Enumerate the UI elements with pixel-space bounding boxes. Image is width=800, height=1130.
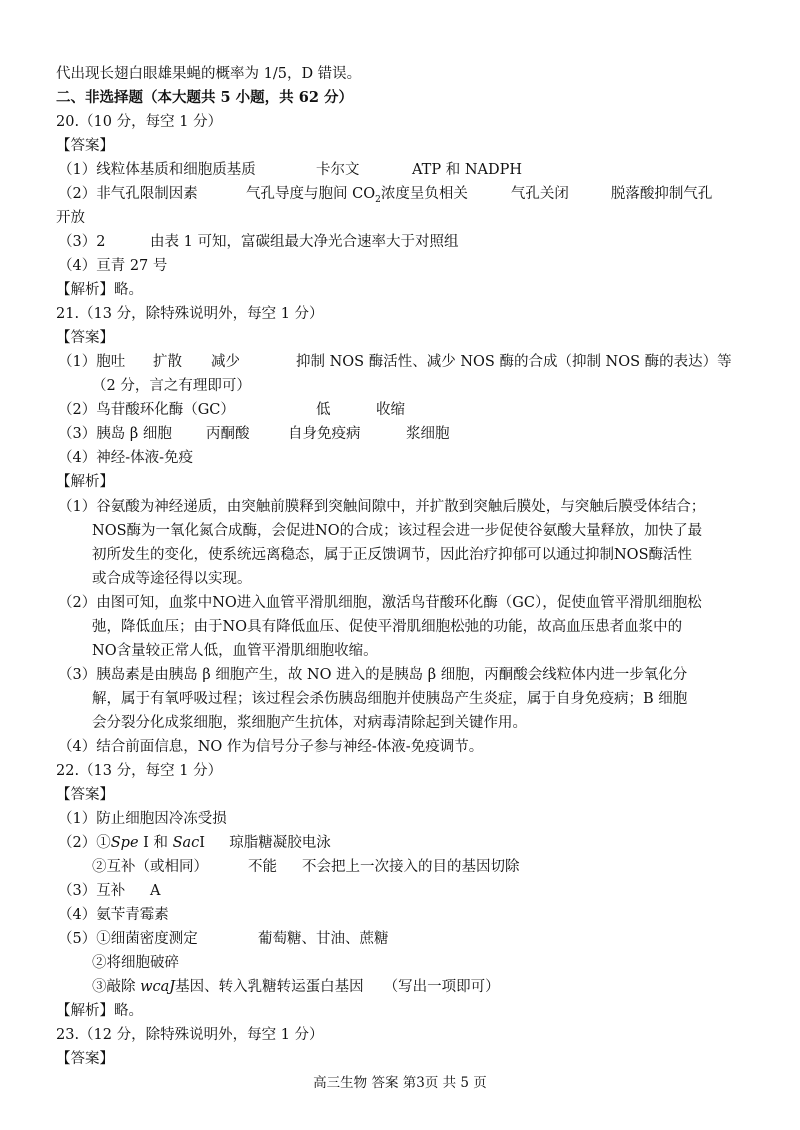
q20-answer-2-cont: 开放 (56, 210, 85, 226)
q21-analysis-3-line-2: 解，属于有氧呼吸过程；该过程会杀伤胰岛细胞并使胰岛产生炎症，属于自身免疫病；B 细胞 (92, 691, 688, 707)
q21-answer-3 (58, 424, 450, 444)
q22-a5-3-note: （写出一项即可） (383, 979, 500, 995)
q21-answer-tag: 【答案】 (56, 330, 114, 346)
q21-analysis-1-line-2: NOS酶为一氧化氮合成酶，会促进NO的合成；该过程会进一步促使谷氨酸大量释放，加快了最 (92, 523, 703, 539)
q20-a1-blank-2: 卡尔文 (316, 162, 360, 178)
q22-a5-3-gene: wcaJ (140, 979, 176, 995)
q21-answer-1-cont: （2 分，言之有理即可） (92, 378, 251, 394)
q22-answer-1: （1）防止细胞因冷冻受损 (58, 811, 227, 827)
q21-answer-4: （4）神经-体液-免疫 (58, 450, 194, 466)
q20-header: 20.（10 分，每空 1 分） (56, 114, 223, 130)
q22-answer-4: （4）氨苄青霉素 (58, 907, 169, 923)
q21-header: 21.（13 分，除特殊说明外，每空 1 分） (56, 306, 324, 322)
q21-analysis-2-line-3: NO含量较正常人低，血管平滑肌细胞收缩。 (92, 643, 378, 659)
q22-a2-2-blank-3: 不会把上一次接入的目的基因切除 (302, 859, 520, 875)
q21-a2-blank-3: 收缩 (376, 402, 405, 418)
q22-a2-electrophoresis: 琼脂糖凝胶电泳 (229, 835, 331, 851)
q22-a2-and: Ⅰ 和 (138, 835, 173, 851)
q22-a2-2-blank-2: 不能 (248, 859, 277, 875)
q22-header: 22.（13 分，每空 1 分） (56, 763, 223, 779)
q22-a2-roman: Ⅰ (199, 835, 206, 851)
q20-a2-blank-2: 气孔导度与胞间 CO (246, 186, 376, 202)
q21-a2-blank-1: （2）鸟苷酸环化酶（GC） (58, 402, 235, 418)
intro-line: 代出现长翅白眼雄果蝇的概率为 1/5，D 错误。 (56, 66, 362, 82)
q20-analysis: 【解析】略。 (56, 282, 143, 298)
q21-analysis-3-line-3: 会分裂分化成浆细胞，浆细胞产生抗体，对病毒清除起到关键作用。 (92, 715, 527, 731)
q20-answer-tag: 【答案】 (56, 138, 114, 154)
q21-analysis-2-line-1: （2）由图可知，血浆中NO进入血管平滑肌细胞，激活鸟苷酸环化酶（GC），促使血管平滑肌细胞松 (58, 595, 702, 611)
q20-answer-1 (58, 160, 522, 180)
q22-a2-enzyme-spe: Spe (110, 835, 139, 851)
q21-a1-blank-2: 扩散 (153, 354, 182, 370)
q22-a5-3-prefix: ③敲除 (92, 979, 141, 995)
q21-a1-blank-4: 抑制 NOS 酶活性、减少 NOS 酶的合成（抑制 NOS 酶的表达）等 (296, 354, 732, 370)
q21-answer-2 (58, 400, 405, 420)
q20-a1-blank-3: ATP 和 NADPH (412, 162, 523, 178)
q21-a3-blank-4: 浆细胞 (406, 426, 450, 442)
q20-a2-blank-1: （2）非气孔限制因素 (58, 186, 198, 202)
q22-a5-3-text: 基因、转入乳糖转运蛋白基因 (175, 979, 364, 995)
q23-answer-tag: 【答案】 (56, 1051, 114, 1067)
q22-answer-5-3 (92, 977, 500, 997)
q20-a1-blank-1: （1）线粒体基质和细胞质基质 (58, 162, 256, 178)
q20-a3-blank-2: 由表 1 可知，富碳组最大净光合速率大于对照组 (150, 234, 459, 250)
q22-answer-5-2: ②将细胞破碎 (92, 955, 179, 971)
q22-a2-prefix: （2）① (58, 835, 111, 851)
page-footer: 高三生物 答案 第3页 共 5 页 (313, 1075, 487, 1091)
q22-answer-3 (58, 881, 160, 901)
q22-a5-blank-1: （5）①细菌密度测定 (58, 931, 198, 947)
q21-analysis-3-line-1: （3）胰岛素是由胰岛 β 细胞产生，故 NO 进入的是胰岛 β 细胞，丙酮酸会线粒体内进一步氧化分 (58, 667, 688, 683)
q22-answer-5-1 (58, 929, 389, 949)
q22-a3-blank-2: A (150, 883, 161, 899)
q21-analysis-1-line-3: 初所发生的变化，使系统远离稳态，属于正反馈调节，因此治疗抑郁可以通过抑制NOS酶活性 (92, 547, 693, 563)
q20-answer-3 (58, 232, 458, 252)
q20-a2-subscript: 2 (375, 194, 381, 205)
q22-answer-tag: 【答案】 (56, 787, 114, 803)
section-heading: 二、非选择题（本大题共 5 小题，共 62 分） (56, 89, 353, 106)
q20-answer-4: （4）亘青 27 号 (58, 258, 168, 274)
q21-a3-blank-2: 丙酮酸 (206, 426, 250, 442)
q21-a3-blank-3: 自身免疫病 (288, 426, 361, 442)
q22-answer-2-1 (58, 833, 331, 853)
q21-answer-1 (58, 352, 732, 372)
q21-a2-blank-2: 低 (316, 402, 331, 418)
q20-a2-blank-3: 气孔关闭 (510, 186, 569, 202)
q21-a1-blank-3: 减少 (211, 354, 240, 370)
q22-analysis: 【解析】略。 (56, 1003, 143, 1019)
q22-a3-blank-1: （3）互补 (58, 883, 126, 899)
q22-answer-2-2 (92, 857, 520, 877)
q20-a2-blank-2b: 浓度呈负相关 (380, 186, 468, 202)
q21-a3-blank-1: （3）胰岛 β 细胞 (58, 426, 172, 442)
q20-a3-blank-1: （3）2 (58, 234, 106, 250)
q21-analysis-tag: 【解析】 (56, 474, 114, 490)
q23-header: 23.（12 分，除特殊说明外，每空 1 分） (56, 1027, 324, 1043)
q21-analysis-1-line-1: （1）谷氨酸为神经递质，由突触前膜释到突触间隙中，并扩散到突触后膜处，与突触后膜受体结合； (58, 499, 706, 515)
q20-a2-blank-4: 脱落酸抑制气孔 (610, 186, 713, 202)
q20-answer-2 (58, 184, 712, 210)
q22-a2-2-blank-1: ②互补（或相同） (92, 859, 208, 875)
q22-a5-blank-2: 葡萄糖、甘油、蔗糖 (258, 931, 389, 947)
q21-analysis-1-line-4: 或合成等途径得以实现。 (92, 571, 252, 587)
q21-a1-blank-1: （1）胞吐 (58, 354, 126, 370)
q22-a2-enzyme-sac: Sac (172, 835, 200, 851)
q21-analysis-4: （4）结合前面信息，NO 作为信号分子参与神经-体液-免疫调节。 (58, 739, 484, 755)
q21-analysis-2-line-2: 弛，降低血压；由于NO具有降低血压、促使平滑肌细胞松弛的功能，故高血压患者血浆中的 (92, 619, 683, 635)
